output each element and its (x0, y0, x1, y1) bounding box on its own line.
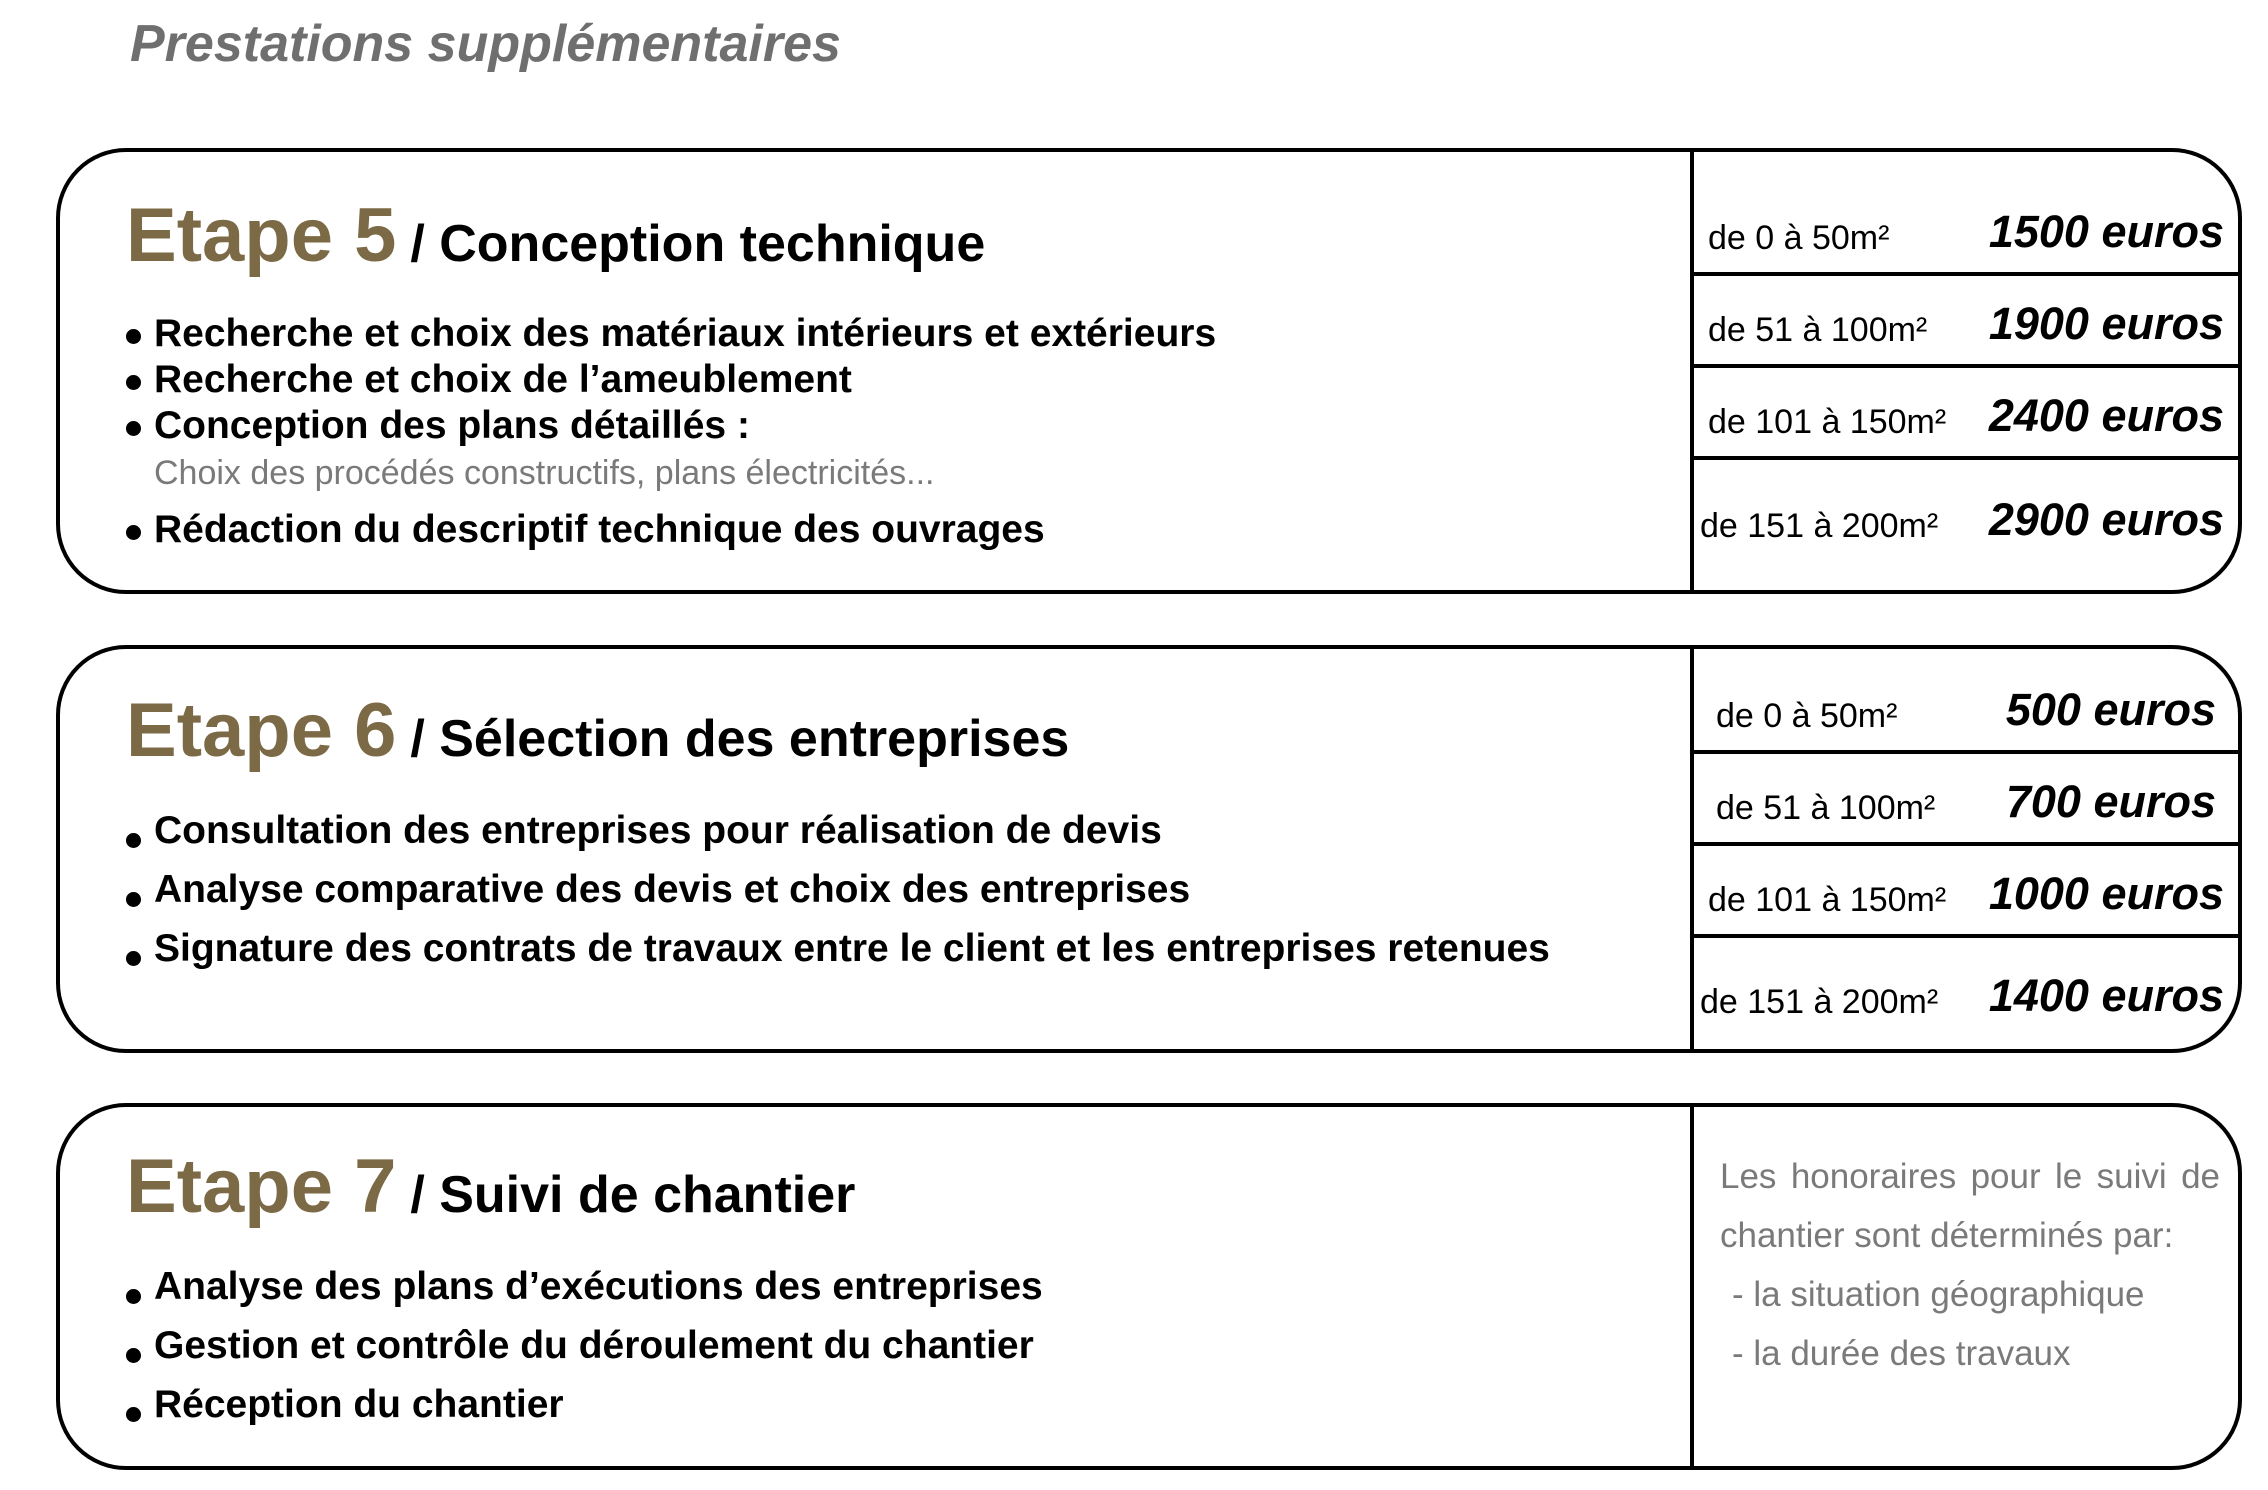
price-value: 1900 euros (1988, 298, 2224, 349)
step-7-divider (1690, 1107, 1694, 1466)
price-range: de 0 à 50m² (1716, 697, 1898, 735)
step-5-item: Recherche et choix des matériaux intérieurs et extérieurs (126, 312, 1216, 358)
step-7-card (56, 1103, 2242, 1470)
step-6-title: / Sélection des entreprises (410, 710, 1070, 768)
price-row (1694, 754, 2238, 846)
step-5-heading (126, 192, 985, 279)
step-6-item: Analyse comparative des devis et choix des entreprises (126, 868, 1550, 927)
price-row (1694, 368, 2238, 460)
step-5-item: Rédaction du descriptif technique des ouvrages (126, 508, 1216, 554)
step-5-title: / Conception technique (410, 215, 986, 273)
step-5-item: Recherche et choix de l’ameublement (126, 358, 1216, 404)
price-row (1694, 276, 2238, 368)
price-range: de 151 à 200m² (1700, 507, 1939, 545)
price-range: de 101 à 150m² (1708, 403, 1947, 441)
price-value: 1400 euros (1988, 970, 2224, 1021)
step-6-card (56, 645, 2242, 1053)
step-5-card (56, 148, 2242, 594)
price-value: 1000 euros (1988, 868, 2224, 919)
step-6-item: Signature des contrats de travaux entre le client et les entreprises retenues (126, 927, 1550, 986)
step-5-list (126, 312, 1216, 554)
step-5-item: Conception des plans détaillés : (126, 404, 1216, 450)
step-6-heading (126, 687, 1069, 774)
step-7-title: / Suivi de chantier (410, 1166, 856, 1224)
price-value: 1500 euros (1988, 206, 2224, 257)
page-title: Prestations supplémentaires (130, 15, 841, 73)
step-7-item: Réception du chantier (126, 1383, 1043, 1442)
price-row (1694, 938, 2238, 1036)
step-5-item-note: Choix des procédés constructifs, plans électricités... (154, 454, 935, 492)
price-value: 2400 euros (1988, 390, 2224, 441)
price-range: de 51 à 100m² (1716, 789, 1936, 827)
price-value: 500 euros (2005, 684, 2216, 735)
fees-note (1720, 1147, 2220, 1383)
price-range: de 0 à 50m² (1708, 219, 1890, 257)
step-6-list (126, 809, 1550, 986)
price-row (1694, 152, 2238, 276)
price-range: de 101 à 150m² (1708, 881, 1947, 919)
price-row (1694, 460, 2238, 560)
step-7-number: Etape 7 (126, 1144, 397, 1229)
price-row (1694, 649, 2238, 754)
step-7-heading (126, 1143, 855, 1230)
step-6-number: Etape 6 (126, 688, 397, 773)
price-range: de 151 à 200m² (1700, 983, 1939, 1021)
step-7-item: Gestion et contrôle du déroulement du chantier (126, 1324, 1043, 1383)
price-value: 2900 euros (1988, 494, 2224, 545)
price-range: de 51 à 100m² (1708, 311, 1928, 349)
fees-note-item: - la situation géographique (1732, 1275, 2145, 1314)
price-row (1694, 846, 2238, 938)
fees-note-text: Les honoraires pour le suivi de chantier sont déterminés par: (1720, 1157, 2220, 1255)
fees-note-item: - la durée des travaux (1732, 1334, 2071, 1373)
step-7-list (126, 1265, 1043, 1442)
step-5-number: Etape 5 (126, 193, 397, 278)
price-value: 700 euros (2005, 776, 2216, 827)
step-7-item: Analyse des plans d’exécutions des entreprises (126, 1265, 1043, 1324)
step-6-item: Consultation des entreprises pour réalisation de devis (126, 809, 1550, 868)
